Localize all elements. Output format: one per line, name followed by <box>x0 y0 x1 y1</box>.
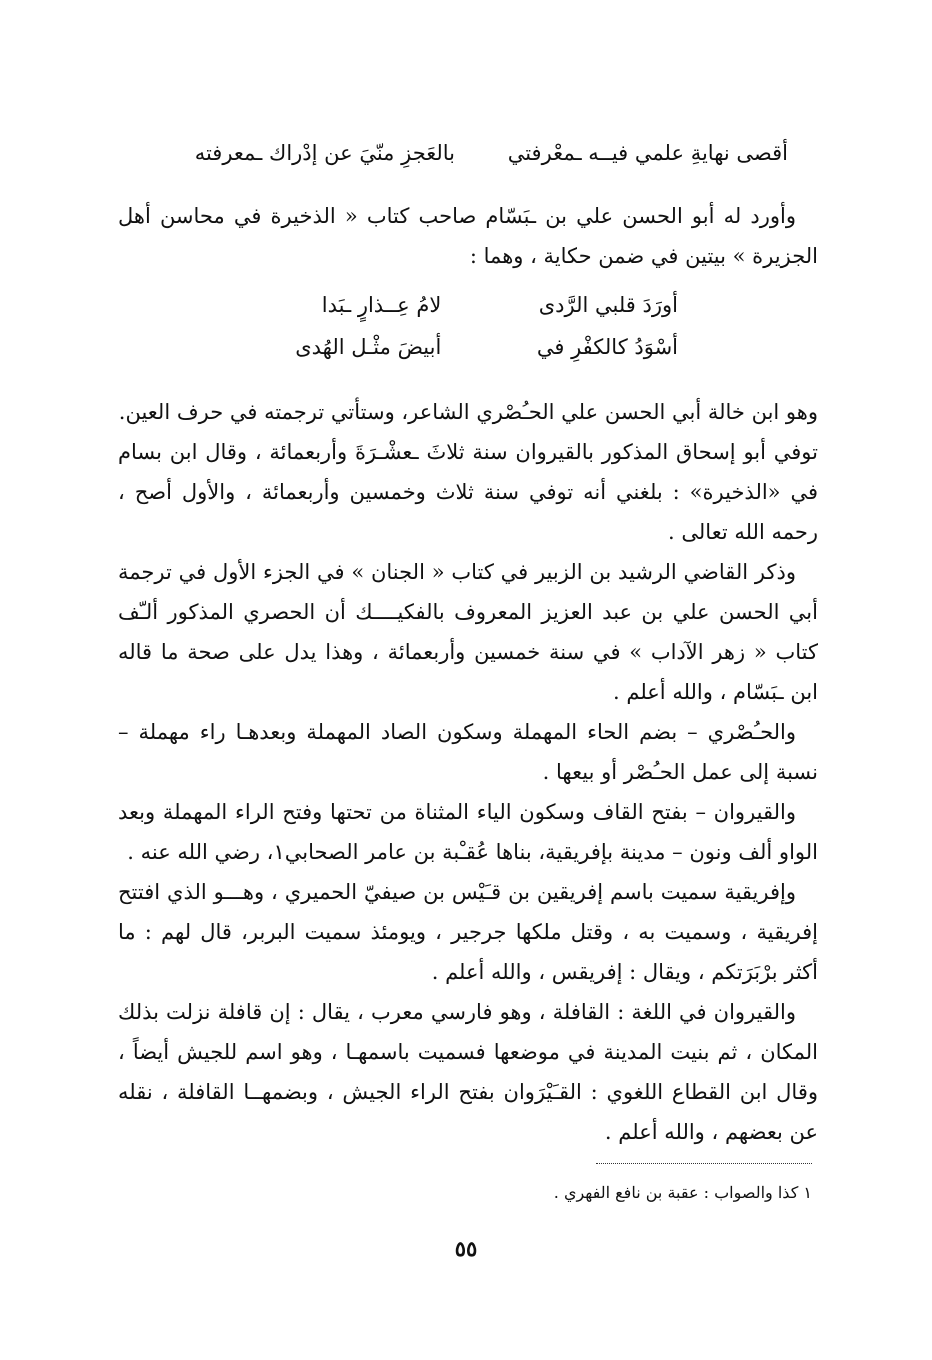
verse-second-hemistich: لامُ عِــذارٍ ـبَدا <box>321 293 442 317</box>
main-body-text <box>118 392 818 1152</box>
paragraph: وأورد له أبو الحسن علي بن ـبَسّام صاحب كتاب « الذخيرة في محاسن أهل الجزيرة » بيتين في ضمن حكاية ، وهما : <box>118 204 818 268</box>
intro-paragraph-block <box>118 196 818 276</box>
verse-line-1 <box>322 290 678 320</box>
paragraph: والقيروان في اللغة : القافلة ، وهو فارسي معرب ، يقال : إن قافلة نزلت بذلك المكان ، ثم بنيت المدينة في موضعها فسميت باسمهـا ، وهو اسم للجيش أيضاً ، وقال ابن القطاع اللغوي : القـَيْرَوان بفتح الراء الجيش ، وبضمهــا القافلة ، نقله عن بعضهم ، والله أعلم . <box>118 1000 818 1144</box>
paragraph: وذكر القاضي الرشيد بن الزبير في كتاب « الجنان » في الجزء الأول في ترجمة أبي الحسن علي بن عبد العزيز المعروف بالفكيــــك أن الحصري المذكور ألـّف كتاب « زهر الآداب » في سنة خمسين وأربعمائة ، وهذا يدل على صحة ما قاله ابن ـبَسّام ، والله أعلم . <box>118 560 818 704</box>
footnote: ١ كذا والصواب : عقبة بن نافع الفهري . <box>553 1183 812 1202</box>
paragraph: توفي أبو إسحاق المذكور بالقيروان سنة ثلاثَ ـعشْـرَةَ وأربعمائة ، وقال ابن بسام في «الذخيرة» : بلغني أنه توفي سنة ثلاث وخمسين وأربعمائة ، والأول أصح ، رحمه الله تعالى . <box>118 440 818 544</box>
paragraph: وهو ابن خالة أبي الحسن علي الحـُصْري الشاعر، وستأتي ترجمته في حرف العين. <box>118 400 818 424</box>
verse-second-hemistich: بالعَجزِ منّيَ عن إدْراك ـمعرفته <box>194 141 456 165</box>
verse-line-2 <box>295 332 678 362</box>
paragraph: وإفريقية سميت باسم إفريقين بن قـَيْس بن صيفيّ الحميري ، وهـــو الذي افتتح إفريقية ، وسميت به ، وقتل ملكها جرجير ، ويومئذ سميت البربر، قال لهم : ما أكثر برْبَرَتكم ، ويقال : إفريقس ، والله أعلم . <box>118 880 818 984</box>
verse-line-opening <box>195 138 788 168</box>
paragraph: والقيروان – بفتح القاف وسكون الياء المثناة من تحتها وفتح الراء المهملة وبعد الواو ألف ونون – مدينة بإفريقية، بناها عُقـْبة بن عامر الصحابي١، رضي الله عنه . <box>118 800 818 864</box>
verse-first-hemistich: أورَدَ قلبي الرَّدى <box>538 293 678 317</box>
verse-second-hemistich: أبيضَ مثْـل الهُدى <box>295 335 442 359</box>
page-number: ٥٥ <box>454 1236 478 1261</box>
paragraph: والحـُصْري – بضم الحاء المهملة وسكون الصاد المهملة وبعدهـا راء مهملة – نسبة إلى عمل الحـُصْر أو بيعها . <box>118 720 818 784</box>
footnote-separator <box>596 1163 812 1164</box>
verse-first-hemistich: أسْوَدُ كالكفْرِ في <box>536 335 678 359</box>
verse-first-hemistich: أقصى نهايةِ علمي فيــه ـمعْرفتي <box>507 141 788 165</box>
